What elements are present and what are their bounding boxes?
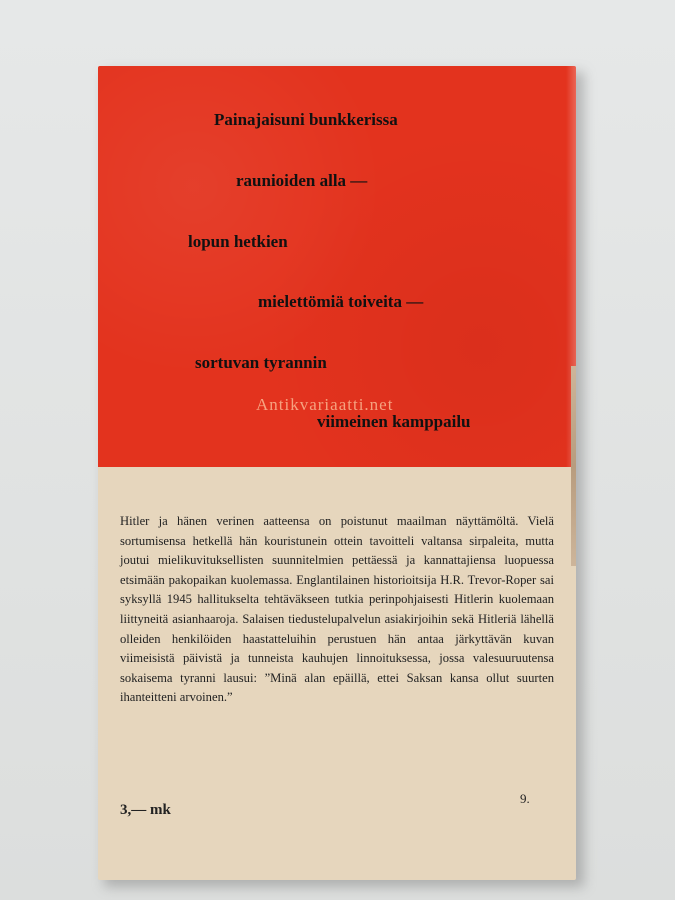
- book-back-cover: [98, 66, 576, 880]
- cover-line-1: Painajaisuni bunkkerissa: [214, 110, 398, 129]
- spine-wear: [571, 366, 576, 566]
- catalog-number: 9.: [520, 791, 530, 806]
- price-label: 3,— mk: [120, 802, 171, 818]
- cover-line-2: raunioiden alla —: [236, 171, 368, 190]
- red-panel: [98, 66, 576, 467]
- cover-line-4: mielettömiä toiveita —: [258, 292, 424, 311]
- watermark: Antikvariaatti.net: [256, 395, 394, 414]
- cover-line-3: lopun hetkien: [188, 232, 288, 251]
- cover-line-5: sortuvan tyrannin: [195, 353, 327, 372]
- blurb-text: Hitler ja hänen verinen aatteensa on poistunut maailman näyttämöltä. Vielä sortumisensa hetkellä hän kouristunein ottein tavoitteli valtansa sirpaleita, mutta joutui mielikuvituksellisten suunnitelmien pettäessä ja kannattajiensa luopuessa etsimään pakopaikan kuolemassa. Englantilainen historioitsija H.R. Trevor-Roper sai syksyllä 1945 hallitukselta tehtäväkseen tutkia perinpohjaisesti Hitlerin kuolemaan liittyneitä asianhaaroja. Salaisen tiedustelupalvelun asiakirjoihin sekä Hitleriä lähellä olleiden henkilöiden haastatteluihin perustuen hän antaa järkyttävän kuvan viimeisistä päivistä ja tunneista kauhujen linnoituksessa, jossa valesuuruutensa sokaisema tyranni lausui: ”Minä alan epäillä, ettei Saksan kansa ollut suurten ihanteitteni arvoinen.”: [120, 514, 554, 705]
- cover-line-6: viimeinen kamppailu: [317, 412, 471, 431]
